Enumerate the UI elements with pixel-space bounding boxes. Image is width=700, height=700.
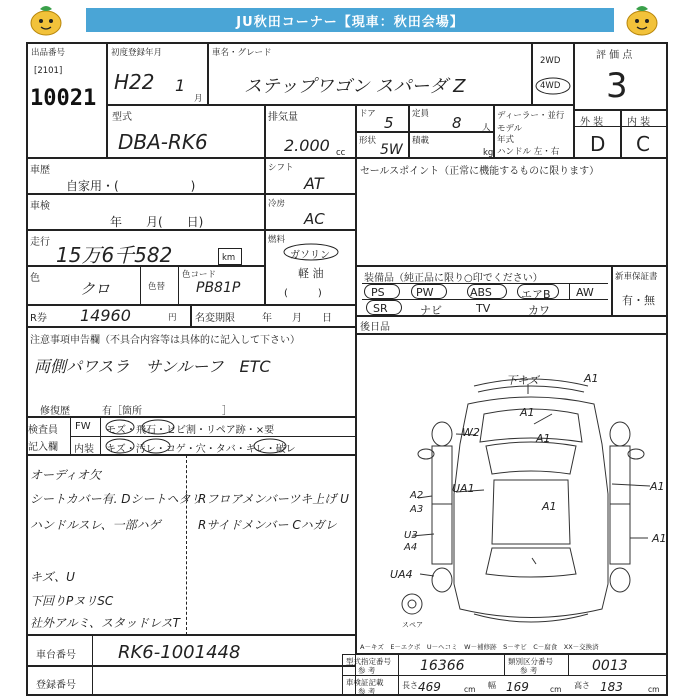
mark-a1-roof: A1 [542, 500, 557, 513]
divider [140, 266, 141, 305]
remark-6: 社外アルミ、スタッドレスT [30, 616, 181, 630]
remark-1: オーディオ欠 [30, 468, 102, 482]
inspection-value: 年 月( 日) [110, 215, 204, 229]
equip-sr-circle [366, 300, 402, 315]
mileage-unit-box [218, 248, 242, 265]
load-unit: kg [483, 148, 494, 158]
color-code-value: PB81P [196, 280, 241, 296]
shift-label: シフト [268, 163, 294, 173]
drive-2wd: 2WD [540, 56, 561, 66]
divider [178, 266, 179, 305]
car-name-label: 車名・グレード [212, 48, 272, 58]
aircon-label: 冷房 [268, 199, 286, 209]
remark-right-1: Rフロアメンバーツキ上げ U [198, 492, 349, 506]
divider [186, 455, 187, 635]
divider [504, 654, 505, 675]
type-ref: 参 考 [358, 666, 376, 675]
inspector-label1: 検査員 [28, 425, 58, 436]
shape-value: 5W [380, 142, 403, 158]
remark-4: キズ、U [30, 570, 75, 584]
remark-right-2: Rサイドメンバー Cハガレ [198, 518, 337, 532]
mileage-label: 走行 [30, 237, 50, 248]
equip-aw: AW [576, 286, 594, 299]
mark-a2: A2 [410, 490, 424, 501]
sales-points-label: セールスポイント（正常に機能するものに限ります） [360, 166, 600, 177]
mark-a1-windshield: A1 [536, 432, 551, 445]
mark-spare: スペア [402, 621, 423, 629]
width-label: 幅 [488, 681, 496, 690]
divider [362, 299, 608, 300]
ext-value: D [590, 132, 606, 156]
fuel-other: ( ) [284, 288, 322, 299]
mark-a3: A3 [410, 504, 424, 515]
dealer-l3: 年式 [497, 135, 515, 145]
class-value: 0013 [592, 658, 628, 674]
chassis-label: 車台番号 [36, 650, 76, 661]
dealer-l4: ハンドル 左・右 [497, 147, 560, 157]
color-label: 色 [30, 273, 40, 284]
header-title: JU秋田コーナー【現車：秋田会場】 [86, 8, 614, 32]
mascot-icon [622, 3, 662, 37]
recycle-label: R券 [30, 313, 47, 324]
score-value: 3 [606, 66, 628, 106]
divider [398, 654, 399, 696]
warranty-label: 新車保証書 [615, 272, 658, 282]
height-value: 183 [600, 680, 623, 694]
rear-label: 後日品 [360, 322, 390, 333]
capacity-unit: 人 [482, 123, 491, 133]
mark-a1-front: A1 [584, 372, 599, 385]
ext-label: 外 装 [580, 117, 604, 128]
equipment-label: 装備品（純正品に限り○印でください） [364, 273, 543, 284]
width-value: 169 [506, 680, 529, 694]
inspection-label: 車検 [30, 201, 50, 212]
name-change-value: 年 月 日 [262, 313, 332, 324]
mark-w2: W2 [462, 426, 480, 439]
inspector-label2: 記入欄 [28, 442, 58, 453]
equip-ps-circle [364, 284, 400, 299]
model-value: DBA-RK6 [118, 130, 208, 154]
car-name-value: ステップワゴン スパーダ Z [244, 76, 466, 97]
mark-a1-rright: A1 [652, 532, 667, 545]
size-ref: 参 考 [358, 687, 376, 696]
reg-year-value: H22 [114, 70, 155, 94]
registration-label: 登録番号 [36, 680, 76, 691]
history-label: 車歴 [30, 165, 50, 176]
fuel-gasoline: ガソリン [290, 250, 330, 261]
divider [342, 675, 668, 676]
class-label: 類別区分番号 [508, 657, 553, 666]
equip-airbag-circle [517, 284, 559, 299]
equip-leather: カワ [528, 304, 550, 317]
lot-sub: [2101] [34, 66, 63, 76]
equip-abs-circle [467, 284, 507, 299]
displacement-value: 2.000 [284, 136, 330, 155]
recycle-unit: 円 [168, 313, 177, 323]
mark-u3: U3 [404, 530, 418, 541]
width-unit: cm [550, 685, 562, 694]
dealer-l2: モデル [497, 124, 523, 134]
inspector-fw-items: モズ・飛石・ヒビ割・リペア跡・×要 [106, 425, 275, 436]
mileage-value: 15万6千582 [56, 243, 173, 267]
lot-label: 出品番号 [31, 48, 66, 58]
equip-ps: PS [371, 286, 385, 299]
fuel-diesel: 軽 油 [298, 267, 324, 280]
mileage-unit: km [222, 253, 236, 263]
notes-text: 両側パワスラ サンルーフ ETC [34, 357, 271, 376]
mark-ua4: UA4 [390, 568, 413, 581]
displacement-label: 排気量 [268, 112, 298, 123]
diagram-legend: A－キズ E－エクボ U－ヘコミ W－補修跡 S－サビ C－腐食 XX－交換済 [360, 643, 599, 651]
height-unit: cm [648, 685, 660, 694]
capacity-label: 定員 [412, 109, 430, 119]
repair-value: 有［箇所 ］ [102, 406, 232, 417]
equip-pw: PW [416, 286, 434, 299]
notes-label: 注意事項申告欄（不具合内容等は具体的に記入して下さい） [30, 335, 300, 346]
doors-label: ドア [359, 109, 376, 119]
mark-a1-right: A1 [650, 480, 665, 493]
int-value: C [636, 132, 650, 156]
equip-tv: TV [476, 302, 491, 315]
score-label: 評 価 点 [596, 50, 633, 61]
model-label: 型式 [112, 112, 132, 123]
height-label: 高さ [574, 681, 590, 690]
divider [568, 654, 569, 675]
class-ref: 参 考 [520, 666, 538, 675]
color-code-label: 色コード [182, 270, 217, 280]
inspector-circles [100, 417, 356, 455]
mascot-icon [26, 3, 66, 37]
reg-year-unit: 月 [194, 94, 203, 104]
color-value: クロ [80, 280, 111, 298]
capacity-value: 8 [452, 114, 462, 132]
recycle-value: 14960 [80, 306, 131, 325]
remark-5: 下回りPヌリSC [30, 594, 114, 608]
type-value: 16366 [420, 658, 465, 674]
header [0, 0, 700, 40]
type-label: 型式指定番号 [346, 657, 391, 666]
length-label: 長さ [402, 681, 418, 690]
drive-4wd-circle [533, 76, 573, 96]
rear-box [356, 316, 668, 334]
mark-front-scratch: 下キズ [506, 374, 539, 387]
shape-label: 形状 [359, 136, 377, 146]
inspector-nai: 内装 [74, 444, 94, 455]
warranty-value: 有・無 [622, 294, 655, 307]
divider [92, 666, 93, 696]
chassis-value: RK6-1001448 [118, 642, 241, 663]
inspector-nai-items: キズ・汚レ・コゲ・穴・タバ・キレ・破レ [106, 444, 296, 455]
drive-4wd: 4WD [540, 81, 561, 91]
shift-value: AT [304, 174, 324, 193]
mark-ua1: UA1 [452, 482, 475, 495]
equip-abs: ABS [470, 286, 492, 299]
color-trim-label: 色替 [148, 282, 166, 292]
divider [569, 283, 570, 299]
length-value: 469 [418, 680, 441, 694]
aircon-value: AC [304, 210, 325, 228]
remark-3: ハンドルスレ、一部ハゲ [30, 518, 161, 532]
mark-a4: A4 [404, 542, 418, 553]
displacement-unit: cc [336, 148, 346, 158]
name-change-label: 名変期限 [195, 313, 235, 324]
load-label: 積載 [412, 136, 430, 146]
length-unit: cm [464, 685, 476, 694]
lot-number: 10021 [30, 86, 97, 111]
fuel-label: 燃料 [268, 235, 286, 245]
equip-pw-circle [411, 284, 447, 299]
history-value: 自家用・( ) [66, 179, 196, 193]
int-label: 内 装 [627, 117, 651, 128]
equip-sr: SR [373, 302, 388, 315]
divider [92, 635, 93, 666]
fuel-gasoline-circle [282, 242, 340, 262]
equip-navi: ナビ [420, 304, 442, 317]
mark-a1-hood: A1 [520, 406, 535, 419]
inspector-fw: FW [75, 421, 91, 432]
dealer-l1: ディーラー・並行 [497, 111, 565, 121]
reg-year-label: 初度登録年月 [111, 48, 163, 58]
repair-label: 修復歴 [40, 406, 70, 417]
reg-year-month: 1 [175, 76, 186, 95]
doors-value: 5 [384, 114, 394, 132]
remark-2: シートカバー有. Dシートヘタリ [30, 492, 203, 506]
size-label: 車検証記載 [346, 678, 384, 687]
equip-airbag: エアB [521, 288, 551, 301]
